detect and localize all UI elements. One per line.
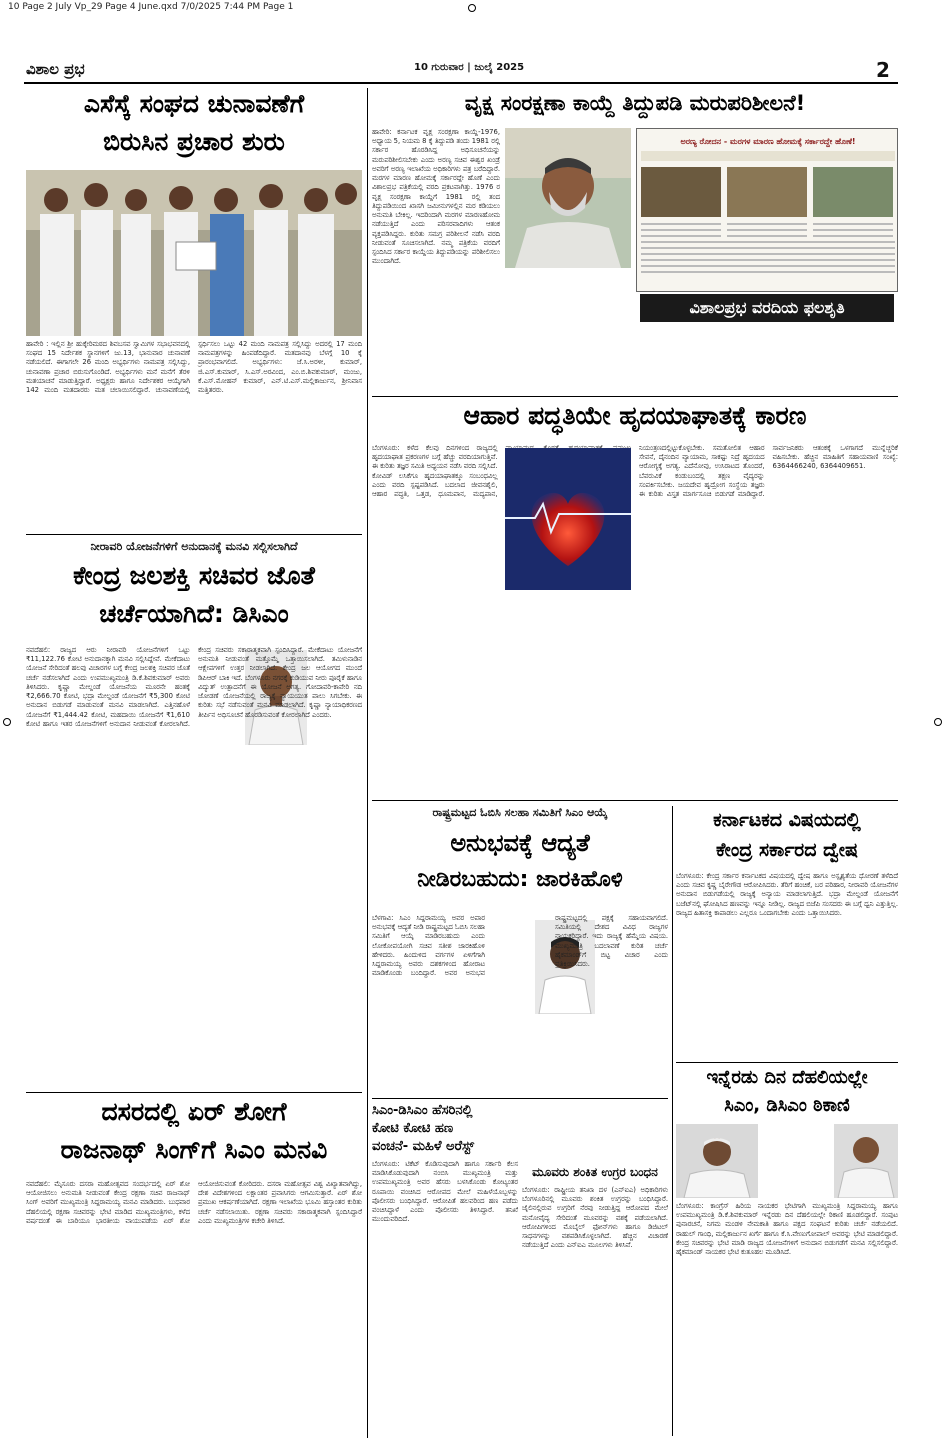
sangha-headline-2: ಬಿರುಸಿನ ಪ್ರಚಾರ ಶುರು <box>103 127 285 156</box>
neeravari-bottom-rule <box>26 1092 362 1093</box>
dasara-headline-1: ದಸರದಲ್ಲಿ ಏರ್ ಶೋಗೆ <box>101 1097 287 1126</box>
group-photo-image <box>26 170 362 336</box>
obc-body: ಬೆಳಗಾವಿ: ಸಿಎಂ ಸಿದ್ದರಾಮಯ್ಯ ಅವರ ಅಪಾರ ಅನುಭವಕ್ಕೆ ಆದ್ಯತೆ ನೀಡಿ ರಾಷ್ಟ್ರಮಟ್ಟದ ಓಬಿಸಿ ಸಲಹಾ ಸಮಿತಿಗೆ ಆಯ್ಕೆ ಮಾಡಿರಬಹುದು ಎಂದು ಲೋಕೋಪಯೋಗಿ ಸಚಿವ ಸತೀಶ ಜಾರಕಿಹೊಳಿ ಹೇಳಿದರು. ಹಿಂದುಳಿದ ವರ್ಗಗಳ ಏಳಿಗೆಗಾಗಿ ಸಿದ್ದರಾಮಯ್ಯ ಅವರು ದಶಕಗಳಿಂದ ಹೋರಾಟ ಮಾಡಿಕೊಂಡು ಬಂದಿದ್ದಾರೆ. ಅವರ ಅನುಭವ ರಾಷ್ಟ್ರಮಟ್ಟದಲ್ಲಿ ಪಕ್ಷಕ್ಕೆ ಸಹಾಯವಾಗಲಿದೆ. ಸಮಿತಿಯಲ್ಲಿ ದೇಶದ ವಿವಿಧ ರಾಜ್ಯಗಳ ನಾಯಕರಿದ್ದಾರೆ. ಇದು ರಾಜ್ಯಕ್ಕೆ ಹೆಮ್ಮೆಯ ವಿಷಯ. ಮುಖ್ಯಮಂತ್ರಿ ಬದಲಾವಣೆ ಕುರಿತ ಚರ್ಚೆ ಹೈಕಮಾಂಡ್‌ಗೆ ಬಿಟ್ಟ ವಿಚಾರ ಎಂದು ಪ್ರತಿಕ್ರಿಯಿಸಿದರು. <box>372 914 668 978</box>
koti-headline-1: ಸಿಎಂ-ಡಿಸಿಎಂ ಹೆಸರಿನಲ್ಲಿ <box>372 1103 473 1118</box>
vriksha-portrait-photo <box>505 128 631 268</box>
obc-kicker: ರಾಷ್ಟ್ರಮಟ್ಟದ ಓಬಿಸಿ ಸಲಹಾ ಸಮಿತಿಗೆ ಸಿಎಂ ಆಯ್ಕೆ <box>432 806 608 819</box>
vriksha-bottom-rule <box>372 396 898 397</box>
koti-top-rule <box>372 1098 668 1099</box>
koti-headline-3: ವಂಚನೆ- ಮಹಿಳೆ ಅರೆಸ್ಟ್ <box>372 1139 475 1154</box>
dvesha-body: ಬೆಂಗಳೂರು: ಕೇಂದ್ರ ಸರ್ಕಾರ ಕರ್ನಾಟಕದ ವಿಷಯದಲ್ಲಿ ದ್ವೇಷ ಹಾಗೂ ಅಸ್ಪೃಶ್ಯತೆಯ ಧೋರಣೆ ತಳೆದಿದೆ ಎಂದು ಸಚಿವ ಕೃಷ್ಣ ಬೈರೇಗೌಡ ಆರೋಪಿಸಿದರು. ತೆರಿಗೆ ಹಂಚಿಕೆ, ಬರ ಪರಿಹಾರ, ನೀರಾವರಿ ಯೋಜನೆಗಳ ಅನುದಾನ ಬಿಡುಗಡೆಯಲ್ಲಿ ರಾಜ್ಯಕ್ಕೆ ಅನ್ಯಾಯ ಮಾಡಲಾಗುತ್ತಿದೆ. ಭದ್ರಾ ಮೇಲ್ದಂಡೆ ಯೋಜನೆಗೆ ಬಜೆಟ್‌ನಲ್ಲಿ ಘೋಷಿಸಿದ ಹಣವನ್ನು ಇನ್ನೂ ನೀಡಿಲ್ಲ. ರಾಜ್ಯದ ಬಿಜೆಪಿ ಸಂಸದರು ಈ ಬಗ್ಗೆ ಧ್ವನಿ ಎತ್ತುತ್ತಿಲ್ಲ. ರಾಜ್ಯದ ಹಿತಾಸಕ್ತಿ ಕಾಪಾಡಲು ಎಲ್ಲರೂ ಒಂದಾಗಬೇಕು ಎಂದು ಒತ್ತಾಯಿಸಿದರು. <box>676 872 898 917</box>
sangha-bottom-rule <box>26 534 362 535</box>
dasara-headline-2: ರಾಜನಾಥ್ ಸಿಂಗ್‌ಗೆ ಸಿಎಂ ಮನವಿ <box>60 1135 328 1164</box>
dvesha-headline-1: ಕರ್ನಾಟಕದ ವಿಷಯದಲ್ಲಿ <box>713 809 861 831</box>
masthead-rule <box>24 82 898 84</box>
cm-portrait-photo <box>676 1124 758 1198</box>
neeravari-headline-2: ಚರ್ಚೆಯಾಗಿದೆ: ಡಿಸಿಎಂ <box>99 599 289 628</box>
clipping-title: ಅರಣ್ಯ ರೋದನ - ಮರಗಳ ಮಾರಣ ಹೋಮಕ್ಕೆ ಸರ್ಕಾರದ್ದೇ ಹೊಣೆ! <box>680 137 856 146</box>
crop-mark-left-icon <box>3 718 11 726</box>
page-number: 2 <box>876 58 890 82</box>
dvesha-bottom-rule <box>676 1062 898 1063</box>
neeravari-body: ನವದೆಹಲಿ: ರಾಜ್ಯದ ಆರು ನೀರಾವರಿ ಯೋಜನೆಗಳಿಗೆ ಒಟ್ಟು ₹11,122.76 ಕೋಟಿ ಅನುದಾನಕ್ಕಾಗಿ ಮನವಿ ಸಲ್ಲಿಸಿದ್ದೇವೆ. ಮೇಕೆದಾಟು ಯೋಜನೆ ಸೇರಿದಂತೆ ಹಲವು ವಿಚಾರಗಳ ಬಗ್ಗೆ ಕೇಂದ್ರ ಜಲಶಕ್ತಿ ಸಚಿವರ ಜೊತೆ ಚರ್ಚೆ ನಡೆಸಲಾಗಿದೆ ಎಂದು ಉಪಮುಖ್ಯಮಂತ್ರಿ ಡಿ.ಕೆ.ಶಿವಕುಮಾರ್ ಅವರು ತಿಳಿಸಿದರು. ಕೃಷ್ಣಾ ಮೇಲ್ದಂಡೆ ಯೋಜನೆಯ ಮೂರನೇ ಹಂತಕ್ಕೆ ₹2,666.70 ಕೋಟಿ, ಭದ್ರಾ ಮೇಲ್ದಂಡೆ ಯೋಜನೆಗೆ ₹5,300 ಕೋಟಿ ಅನುದಾನ ಬಿಡುಗಡೆ ಮಾಡುವಂತೆ ಮನವಿ ಮಾಡಲಾಗಿದೆ. ಎತ್ತಿನಹೊಳೆ ಯೋಜನೆಗೆ ₹1,444.42 ಕೋಟಿ, ಮಹದಾಯಿ ಯೋಜನೆಗೆ ₹1,610 ಕೋಟಿ ಹಾಗೂ ಇತರ ಯೋಜನೆಗಳಿಗೆ ಅನುದಾನ ನೀಡುವಂತೆ ಕೋರಲಾಗಿದೆ. ಕೇಂದ್ರ ಸಚಿವರು ಸಕಾರಾತ್ಮಕವಾಗಿ ಸ್ಪಂದಿಸಿದ್ದಾರೆ. ಮೇಕೆದಾಟು ಯೋಜನೆಗೆ ಅನುಮತಿ ನೀಡುವಂತೆ ಮತ್ತೊಮ್ಮೆ ಒತ್ತಾಯಿಸಲಾಗಿದೆ. ತಮಿಳುನಾಡಿನ ಆಕ್ಷೇಪಗಳಿಗೆ ಉತ್ತರ ನೀಡಲಾಗಿದೆ. ಕೇಂದ್ರ ಜಲ ಆಯೋಗದ ಮುಂದೆ ಡಿಪಿಆರ್ ಬಾಕಿ ಇದೆ. ಬೆಂಗಳೂರು ನಗರಕ್ಕೆ ಕುಡಿಯುವ ನೀರು ಪೂರೈಕೆ ಹಾಗೂ ವಿದ್ಯುತ್ ಉತ್ಪಾದನೆಗೆ ಈ ಯೋಜನೆ ಅಗತ್ಯ. ಗೋದಾವರಿ-ಕಾವೇರಿ ನದಿ ಜೋಡಣೆ ಯೋಜನೆಯಲ್ಲಿ ರಾಜ್ಯಕ್ಕೆ ನ್ಯಾಯಯುತ ಪಾಲು ಸಿಗಬೇಕು. ಈ ಕುರಿತು ಸಭೆ ನಡೆಸುವಂತೆ ಮನವಿ ಮಾಡಲಾಗಿದೆ. ಕೃಷ್ಣಾ ನ್ಯಾಯಾಧಿಕರಣದ ತೀರ್ಪಿನ ಅಧಿಸೂಚನೆ ಹೊರಡಿಸುವಂತೆ ಕೋರಲಾಗಿದೆ ಎಂದರು. <box>26 646 362 728</box>
koti-body: ಬೆಂಗಳೂರು: ಟಿಕೆಟ್ ಕೊಡಿಸುವುದಾಗಿ ಹಾಗೂ ಸರ್ಕಾರಿ ಕೆಲಸ ಮಾಡಿಸಿಕೊಡುವುದಾಗಿ ನಂಬಿಸಿ ಮುಖ್ಯಮಂತ್ರಿ ಮತ್ತು ಉಪಮುಖ್ಯಮಂತ್ರಿ ಅವರ ಹೆಸರು ಬಳಸಿಕೊಂಡು ಕೋಟ್ಯಂತರ ರೂಪಾಯಿ ವಂಚಿಸಿದ ಆರೋಪದ ಮೇಲೆ ಮಹಿಳೆಯೊಬ್ಬಳನ್ನು ಪೊಲೀಸರು ಬಂಧಿಸಿದ್ದಾರೆ. ಆರೋಪಿತೆ ಹಲವರಿಂದ ಹಣ ಪಡೆದು ವಂಚಿಸಿದ್ದಾಳೆ ಎಂದು ಪೊಲೀಸರು ತಿಳಿಸಿದ್ದಾರೆ. ತನಿಖೆ ಮುಂದುವರಿದಿದೆ. <box>372 1160 518 1224</box>
dvesha-headline-2: ಕೇಂದ್ರ ಸರ್ಕಾರದ ದ್ವೇಷ <box>716 839 858 861</box>
dasara-body: ನವದೆಹಲಿ: ಮೈಸೂರು ದಸರಾ ಮಹೋತ್ಸವದ ಸಂದರ್ಭದಲ್ಲಿ ಏರ್ ಶೋ ಆಯೋಜಿಸಲು ಅನುಮತಿ ನೀಡುವಂತೆ ಕೇಂದ್ರ ರಕ್ಷಣಾ ಸಚಿವ ರಾಜನಾಥ್ ಸಿಂಗ್ ಅವರಿಗೆ ಮುಖ್ಯಮಂತ್ರಿ ಸಿದ್ದರಾಮಯ್ಯ ಮನವಿ ಮಾಡಿದರು. ಬುಧವಾರ ದೆಹಲಿಯಲ್ಲಿ ರಕ್ಷಣಾ ಸಚಿವರನ್ನು ಭೇಟಿ ಮಾಡಿದ ಮುಖ್ಯಮಂತ್ರಿಗಳು, ಕಳೆದ ವರ್ಷದಂತೆ ಈ ಬಾರಿಯೂ ಭಾರತೀಯ ವಾಯುಪಡೆಯ ಏರ್ ಶೋ ಆಯೋಜಿಸುವಂತೆ ಕೋರಿದರು. ದಸರಾ ಮಹೋತ್ಸವ ವಿಶ್ವ ವಿಖ್ಯಾತವಾಗಿದ್ದು, ದೇಶ ವಿದೇಶಗಳಿಂದ ಲಕ್ಷಾಂತರ ಪ್ರವಾಸಿಗರು ಆಗಮಿಸುತ್ತಾರೆ. ಏರ್ ಶೋ ಪ್ರಮುಖ ಆಕರ್ಷಣೆಯಾಗಿದೆ. ರಕ್ಷಣಾ ಇಲಾಖೆಯ ಭೂಮಿ ಹಸ್ತಾಂತರ ಕುರಿತು ಚರ್ಚೆ ನಡೆಸಲಾಯಿತು. ರಕ್ಷಣಾ ಸಚಿವರು ಸಕಾರಾತ್ಮಕವಾಗಿ ಸ್ಪಂದಿಸಿದ್ದಾರೆ ಎಂದು ಮುಖ್ಯಮಂತ್ರಿಗಳ ಕಚೇರಿ ತಿಳಿಸಿದೆ. <box>26 1180 362 1225</box>
ugra-body: ಬೆಂಗಳೂರು: ರಾಷ್ಟ್ರೀಯ ತನಿಖಾ ದಳ (ಎನ್ಐಎ) ಅಧಿಕಾರಿಗಳು ಬೆಂಗಳೂರಿನಲ್ಲಿ ಮೂವರು ಶಂಕಿತ ಉಗ್ರರನ್ನು ಬಂಧಿಸಿದ್ದಾರೆ. ಜೈಲಿನಲ್ಲಿರುವ ಉಗ್ರರಿಗೆ ನೆರವು ನೀಡುತ್ತಿದ್ದ ಆರೋಪದ ಮೇಲೆ ಮನೋವೈದ್ಯ ಸೇರಿದಂತೆ ಮೂವರನ್ನು ವಶಕ್ಕೆ ಪಡೆಯಲಾಗಿದೆ. ಆರೋಪಿಗಳಿಂದ ಮೊಬೈಲ್ ಫೋನ್‌ಗಳು ಹಾಗೂ ಡಿಜಿಟಲ್ ಸಾಧನಗಳನ್ನು ವಶಪಡಿಸಿಕೊಳ್ಳಲಾಗಿದೆ. ಹೆಚ್ಚಿನ ವಿಚಾರಣೆ ನಡೆಯುತ್ತಿದೆ ಎಂದು ಎನ್ಐಎ ಮೂಲಗಳು ತಿಳಿಸಿವೆ. <box>522 1186 668 1250</box>
obc-headline-1: ಅನುಭವಕ್ಕೆ ಆದ್ಯತೆ <box>450 829 590 857</box>
column-divider <box>367 88 368 1438</box>
vriksha-result-banner: ವಿಶಾಲಪ್ರಭ ವರದಿಯ ಫಲಶೃತಿ <box>640 294 894 322</box>
print-info: 10 Page 2 July Vp_29 Page 4 June.qxd 7/0/2025 7:44 PM Page 1 <box>8 2 294 12</box>
heart-icon <box>505 448 631 590</box>
bearded-man-portrait-image <box>505 128 631 268</box>
newspaper-clipping-image <box>637 129 898 292</box>
neeravari-headline-1: ಕೇಂದ್ರ ಜಲಶಕ್ತಿ ಸಚಿವರ ಜೊತೆ <box>73 561 315 590</box>
subcolumn-divider <box>672 806 673 1436</box>
ahara-body: ಬೆಂಗಳೂರು: ಕಳೆದ ಕೆಲವು ದಿನಗಳಿಂದ ರಾಜ್ಯದಲ್ಲಿ ಹೃದಯಾಘಾತ ಪ್ರಕರಣಗಳ ಬಗ್ಗೆ ಹೆಚ್ಚು ವರದಿಯಾಗುತ್ತಿವೆ. ಈ ಕುರಿತು ತಜ್ಞರ ಸಮಿತಿ ಅಧ್ಯಯನ ನಡೆಸಿ ವರದಿ ಸಲ್ಲಿಸಿದೆ. ಕೋವಿಡ್ ಲಸಿಕೆಗೂ ಹೃದಯಾಘಾತಕ್ಕೂ ಸಂಬಂಧವಿಲ್ಲ ಎಂದು ವರದಿ ಸ್ಪಷ್ಟಪಡಿಸಿದೆ. ಬದಲಾದ ಜೀವನಶೈಲಿ, ಆಹಾರ ಪದ್ಧತಿ, ಒತ್ತಡ, ಧೂಮಪಾನ, ಮದ್ಯಪಾನ, ನಿಯಂತ್ರಣದಲ್ಲಿಟ್ಟುಕೊಳ್ಳಬೇಕು. ಸಮತೋಲಿತ ಆಹಾರ ಸೇವನೆ, ದೈನಂದಿನ ವ್ಯಾಯಾಮ, ಸಾಕಷ್ಟು ನಿದ್ರೆ ಹೃದಯದ ಆರೋಗ್ಯಕ್ಕೆ ಅಗತ್ಯ. ಎದೆನೋವು, ಉಸಿರಾಟದ ತೊಂದರೆ, ಬೆವರುವಿಕೆ ಕಂಡುಬಂದಲ್ಲಿ ತಕ್ಷಣ ವೈದ್ಯರನ್ನು ಸಂಪರ್ಕಿಸಬೇಕು. ಜಯದೇವ ಹೃದ್ರೋಗ ಸಂಸ್ಥೆಯ ತಜ್ಞರು ಈ ಕುರಿತು ವಿಸ್ತೃತ ಮಾರ್ಗಸೂಚಿ ಬಿಡುಗಡೆ ಮಾಡಿದ್ದಾರೆ. ಸಾರ್ವಜನಿಕರು ಆತಂಕಕ್ಕೆ ಒಳಗಾಗದೆ ಮುನ್ನೆಚ್ಚರಿಕೆ ವಹಿಸಬೇಕು. ಹೆಚ್ಚಿನ ಮಾಹಿತಿಗೆ ಸಹಾಯವಾಣಿ ಸಂಖ್ಯೆ: 6364466240, 6364409651. <box>372 444 898 499</box>
koti-headline-2: ಕೋಟಿ ಕೋಟಿ ಹಣ <box>372 1121 454 1136</box>
obc-headline-2: ನೀಡಿರಬಹುದು: ಜಾರಕಿಹೊಳಿ <box>417 867 623 892</box>
heart-illustration <box>505 448 631 590</box>
sangha-headline-1: ಎಸೆಸ್ಕೆ ಸಂಘದ ಚುನಾವಣೆಗೆ <box>83 89 305 118</box>
vriksha-headline: ವೃಕ್ಷ ಸಂರಕ್ಷಣಾ ಕಾಯ್ದೆ ತಿದ್ದುಪಡಿ ಮರುಪರಿಶೀಲನೆ! <box>464 91 806 115</box>
sangha-group-photo <box>26 170 362 336</box>
sangha-body: ಹಾವೇರಿ : ಇಲ್ಲಿನ ಶ್ರೀ ಹುಕ್ಕೇರಿಮಠದ ಶಿವಬಸವ ಸ್ವಾಮಿಗಳ ಸಭಾಭವನದಲ್ಲಿ ಸಂಘದ 15 ನಿರ್ದೇಶಕ ಸ್ಥಾನಗಳಿಗೆ ಜು.13, ಭಾನುವಾರ ಚುನಾವಣೆ ನಡೆಯಲಿದೆ. ಈಗಾಗಲೇ 26 ಮಂದಿ ಅಭ್ಯರ್ಥಿಗಳು ನಾಮಪತ್ರ ಸಲ್ಲಿಸಿದ್ದು, ಚುನಾವಣಾ ಪ್ರಚಾರ ಬಿರುಸುಗೊಂಡಿದೆ. ಅಭ್ಯರ್ಥಿಗಳು ಮನೆ ಮನೆಗೆ ತೆರಳಿ ಮತಯಾಚನೆ ಮಾಡುತ್ತಿದ್ದಾರೆ. ಅಧ್ಯಕ್ಷರು ಹಾಗೂ ನಿರ್ದೇಶಕರ ಆಯ್ಕೆಗಾಗಿ 142 ಮಂದಿ ಮತದಾರರು ಮತ ಚಲಾಯಿಸಲಿದ್ದಾರೆ. ಚುನಾವಣೆಯಲ್ಲಿ ಸ್ಪರ್ಧಿಸಲು ಒಟ್ಟು 42 ಮಂದಿ ನಾಮಪತ್ರ ಸಲ್ಲಿಸಿದ್ದು ಅದರಲ್ಲಿ 17 ಮಂದಿ ನಾಮಪತ್ರಗಳನ್ನು ಹಿಂಪಡೆದಿದ್ದಾರೆ. ಮತದಾನವು ಬೆಳಗ್ಗೆ 10 ಕ್ಕೆ ಪ್ರಾರಂಭವಾಗಲಿದೆ. ಅಭ್ಯರ್ಥಿಗಳು: ಜೆ.ಸಿ.ಅರಳೀ, ಕುಮಾರ್, ಜಿ.ಎಸ್.ಕುಮಾರ್, ಸಿ.ಎಸ್.ಅರವಿಂದ, ಎಂ.ಬಿ.ಶಿವಕುಮಾರ್, ಮಂಜು, ಕೆ.ಎಸ್.ಮೋಹನ್ ಕುಮಾರ್, ಎನ್.ಟಿ.ಎಸ್.ಮಲ್ಲಿಕಾರ್ಜುನ, ಶ್ರೀನಿವಾಸ ಮತ್ತಿತರರು. <box>26 340 362 395</box>
vriksha-clipping <box>636 128 898 292</box>
ahara-bottom-rule <box>372 800 898 801</box>
masthead: ವಿಶಾಲ ಪ್ರಭ <box>26 60 85 78</box>
vriksha-body-continued <box>372 268 631 328</box>
ugra-headline: ಮೂವರು ಶಂಕಿತ ಉಗ್ರರ ಬಂಧನ <box>532 1165 658 1179</box>
delhi-body: ಬೆಂಗಳೂರು: ಕಾಂಗ್ರೆಸ್ ಹಿರಿಯ ನಾಯಕರ ಭೇಟಿಗಾಗಿ ಮುಖ್ಯಮಂತ್ರಿ ಸಿದ್ದರಾಮಯ್ಯ ಹಾಗೂ ಉಪಮುಖ್ಯಮಂತ್ರಿ ಡಿ.ಕೆ.ಶಿವಕುಮಾರ್ ಇನ್ನೆರಡು ದಿನ ದೆಹಲಿಯಲ್ಲೇ ಠಿಕಾಣಿ ಹೂಡಲಿದ್ದಾರೆ. ಸಂಪುಟ ಪುನಾರಚನೆ, ನಿಗಮ ಮಂಡಳಿ ನೇಮಕಾತಿ ಹಾಗೂ ಪಕ್ಷದ ಸಂಘಟನೆ ಕುರಿತು ಚರ್ಚೆ ನಡೆಯಲಿದೆ. ರಾಹುಲ್ ಗಾಂಧಿ, ಮಲ್ಲಿಕಾರ್ಜುನ ಖರ್ಗೆ ಹಾಗೂ ಕೆ.ಸಿ.ವೇಣುಗೋಪಾಲ್ ಅವರನ್ನು ಭೇಟಿ ಮಾಡಲಿದ್ದಾರೆ. ಕೇಂದ್ರ ಸಚಿವರನ್ನು ಭೇಟಿ ಮಾಡಿ ರಾಜ್ಯದ ಯೋಜನೆಗಳಿಗೆ ಅನುದಾನ ಬಿಡುಗಡೆಗೆ ಮನವಿ ಸಲ್ಲಿಸಲಿದ್ದಾರೆ. ಹೈಕಮಾಂಡ್ ನಾಯಕರ ಭೇಟಿ ಕುತೂಹಲ ಮೂಡಿಸಿದೆ. <box>676 1202 898 1257</box>
dcm-small-portrait-image <box>834 1124 898 1198</box>
delhi-headline-2: ಸಿಎಂ, ಡಿಸಿಎಂ ಠಿಕಾಣಿ <box>724 1095 850 1116</box>
delhi-headline-1: ಇನ್ನೆರಡು ದಿನ ದೆಹಲಿಯಲ್ಲೇ <box>706 1067 868 1088</box>
dateline: 10 ಗುರುವಾರ | ಜುಲೈ 2025 <box>414 62 525 73</box>
vriksha-body: ಹಾವೇರಿ: ಕರ್ನಾಟಕ ವೃಕ್ಷ ಸಂರಕ್ಷಣಾ ಕಾಯ್ದೆ-1976, ಅಧ್ಯಾಯ 5, ನಿಯಮ 8 ಕ್ಕೆ ತಿದ್ದುಪಡಿ ತಂದು 1981 ರಲ್ಲಿ ಸರ್ಕಾರ ಹೊರಡಿಸಿದ್ದ ಅಧಿಸೂಚನೆಯನ್ನು ಮರುಪರಿಶೀಲಿಸಬೇಕು ಎಂದು ಅರಣ್ಯ ಸಚಿವ ಈಶ್ವರ ಖಂಡ್ರೆ ಅವರಿಗೆ ಅರಣ್ಯ ಇಲಾಖೆಯ ಅಧಿಕಾರಿಗಳು ಪತ್ರ ಬರೆದಿದ್ದಾರೆ. ಮರಗಳ ಮಾರಣ ಹೋಮಕ್ಕೆ ಸರ್ಕಾರದ್ದೇ ಹೊಣೆ ಎಂದು ವಿಶಾಲಪ್ರಭ ಪತ್ರಿಕೆಯಲ್ಲಿ ವರದಿ ಪ್ರಕಟವಾಗಿತ್ತು. 1976 ರ ವೃಕ್ಷ ಸಂರಕ್ಷಣಾ ಕಾಯ್ದೆಗೆ 1981 ರಲ್ಲಿ ತಂದ ತಿದ್ದುಪಡಿಯಿಂದ ಖಾಸಗಿ ಜಮೀನುಗಳಲ್ಲಿನ ಮರ ಕಡಿಯಲು ಅನುಮತಿ ಬೇಕಿಲ್ಲ. ಇದರಿಂದಾಗಿ ಮರಗಳ ಮಾರಣಹೋಮ ನಡೆಯುತ್ತಿದೆ ಎಂದು ಪರಿಸರವಾದಿಗಳು ಆತಂಕ ವ್ಯಕ್ತಪಡಿಸಿದ್ದರು. ಕುರಿತು ಸಮಗ್ರ ಪರಿಶೀಲನೆ ನಡೆಸಿ ವರದಿ ನೀಡುವಂತೆ ಸೂಚಿಸಲಾಗಿದೆ. ನಮ್ಮ ಪತ್ರಿಕೆಯ ವರದಿಗೆ ಸ್ಪಂದಿಸಿದ ಸರ್ಕಾರ ಕಾಯ್ದೆಯ ತಿದ್ದುಪಡಿಯನ್ನು ಪರಿಶೀಲಿಸಲು ಮುಂದಾಗಿದೆ. <box>372 128 500 266</box>
cm-portrait-image <box>676 1124 758 1198</box>
dcm-small-portrait-photo <box>834 1124 898 1198</box>
ahara-headline: ಆಹಾರ ಪದ್ಧತಿಯೇ ಹೃದಯಾಘಾತಕ್ಕೆ ಕಾರಣ <box>463 401 807 430</box>
neeravari-kicker: ನೀರಾವರಿ ಯೋಜನೆಗಳಿಗೆ ಅನುದಾನಕ್ಕೆ ಮನವಿ ಸಲ್ಲಿಸಲಾಗಿದೆ <box>90 540 298 553</box>
crop-mark-top-icon <box>468 4 476 12</box>
crop-mark-right-icon <box>934 718 942 726</box>
